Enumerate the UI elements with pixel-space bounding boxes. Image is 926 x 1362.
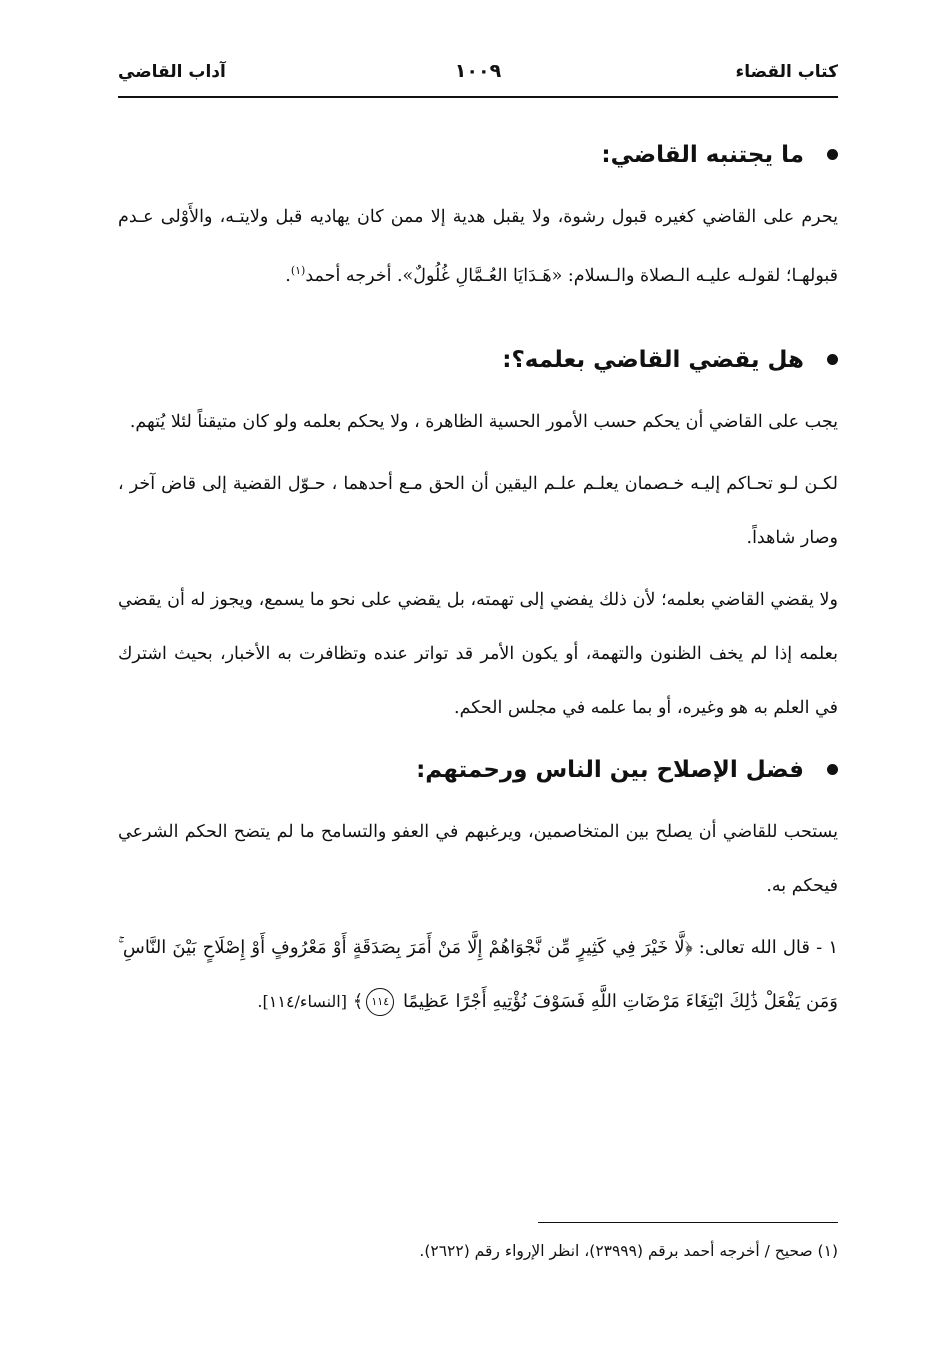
item-number: ١ - [816, 936, 839, 958]
paragraph-judge-knowledge-1: يجب على القاضي أن يحكم حسب الأمور الحسية الظاهرة ، ولا يحكم بعلمه ولو كان متيقناً لئلا يُتهم. [129, 411, 838, 432]
paragraph-judge-knowledge-3: ولا يقضي القاضي بعلمه؛ لأن ذلك يفضي إلى تهمته، بل يقضي على نحو ما يسمع، ويجوز له أن يقضي بعلمه إذا لم يخف الظنون والتهمة، أو يكون الأمر قد تواتر عنده وتظافرت به الأخبار، بحيث اشترك في العلم به هو وغيره، أو بما علمه في مجلس الحكم. [118, 589, 838, 718]
footnote-reference[interactable]: (١) [290, 264, 306, 277]
quran-open-bracket: ﴿ [684, 936, 693, 958]
paragraph-reconciliation: يستحب للقاضي أن يصلح بين المتخاصمين، ويرغبهم في العفو والتسامح ما لم يتضح الحكم الشرعي فيحكم به. [118, 821, 838, 896]
paragraph-judge-knowledge-2: لكـن لـو تحـاكم إليـه خـصمان يعلـم علـم اليقين أن الحق مـع أحدهما ، حـوّل القضية إلى قاض آخر ، وصار شاهداً. [118, 473, 838, 548]
book-page [118, 52, 839, 1260]
bullet-icon [827, 149, 838, 160]
bullet-icon [827, 764, 838, 775]
bullet-icon [827, 354, 838, 365]
quran-reference: [النساء/١١٤]. [257, 991, 347, 1011]
heading-text: ما يجتنبه القاضي: [601, 142, 804, 168]
chapter-title: آداب القاضي [118, 62, 226, 82]
book-title: كتاب القضاء [735, 62, 838, 82]
section-heading-bribery [118, 138, 838, 172]
heading-text: فضل الإصلاح بين الناس ورحمتهم: [416, 756, 804, 783]
section-heading-reconciliation [118, 753, 838, 787]
quran-close-bracket: ﴾ [352, 990, 364, 1012]
section-heading-judge-knowledge [118, 343, 838, 377]
quran-verse: لَّا خَيْرَ فِي كَثِيرٍ مِّن نَّجْوَاهُمْ إِلَّا مَنْ أَمَرَ بِصَدَقَةٍ أَوْ مَعْرُوفٍ أَوْ إِصْلَاحٍ بَيْنَ النَّاسِ ۚ وَمَن يَفْعَلْ ذَٰلِكَ ابْتِغَاءَ مَرْضَاتِ اللَّهِ فَسَوْفَ نُؤْتِيهِ أَجْرًا عَظِيمًا [118, 936, 838, 1012]
paragraph-text: يحرم على القاضي كغيره قبول رشوة، ولا يقبل هدية إلا ممن كان يهاديه قبل ولايتـه، والأَوْلى عـدم قبولهـا؛ لقولـه عليـه الـصلاة والـسلام: «هَـدَايَا العُـمَّالِ غُلُولٌ». أخرجه أحمد [118, 207, 838, 286]
heading-text: هل يقضي القاضي بعلمه؟: [502, 346, 804, 373]
paragraph-bribery: يحرم على القاضي كغيره قبول رشوة، ولا يقبل هدية إلا ممن كان يهاديه قبل ولايتـه، والأَوْلى عـدم قبولهـا؛ لقولـه عليـه الـصلاة والـسلام: «هَـدَايَا العُـمَّالِ غُلُولٌ». أخرجه أحمد$^{(١)}$. [118, 207, 838, 286]
page-number: ١٠٠٩ [454, 60, 502, 82]
footnote-divider [538, 1222, 838, 1223]
quran-citation [118, 921, 838, 1029]
ayah-number-icon: ١١٤ [366, 988, 394, 1016]
footnote: (١) صحيح / أخرجه أحمد برقم (٢٣٩٩٩)، انظر الإرواء رقم (٢٦٢٢). [419, 1242, 838, 1260]
running-header [118, 52, 838, 98]
quran-intro: قال الله تعالى: [698, 936, 811, 958]
